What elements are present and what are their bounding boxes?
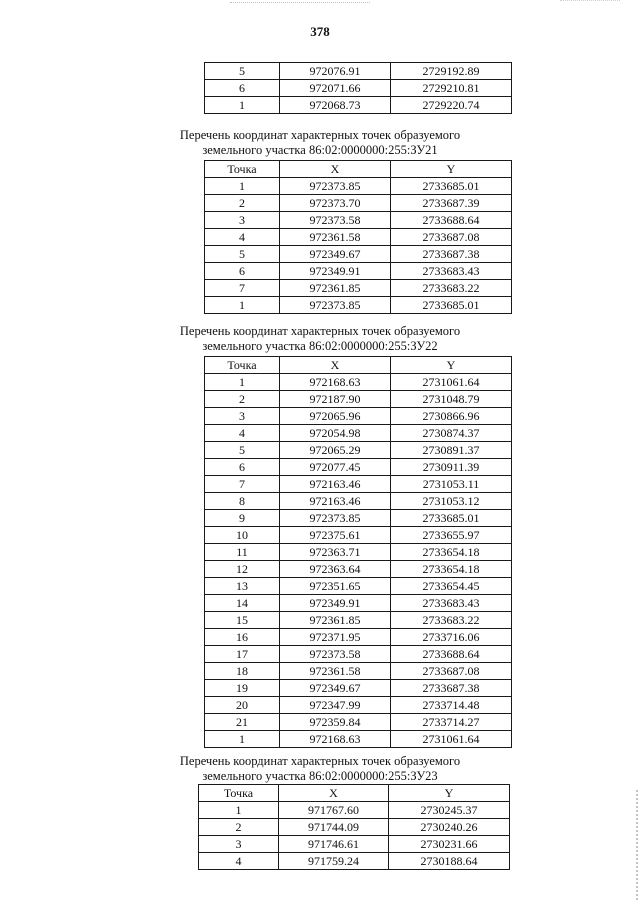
x-cell: 972373.58 [280, 646, 391, 663]
table-row [205, 527, 512, 544]
table-row [205, 425, 512, 442]
table-row [205, 595, 512, 612]
section-caption [120, 754, 520, 784]
table-row [205, 178, 512, 195]
column-header-x: X [280, 161, 391, 178]
table-row [205, 714, 512, 731]
x-cell: 972349.67 [280, 246, 391, 263]
point-cell: 6 [205, 80, 280, 97]
point-cell: 2 [205, 391, 280, 408]
x-cell: 972361.85 [280, 280, 391, 297]
point-cell: 3 [205, 408, 280, 425]
x-cell: 972351.65 [280, 578, 391, 595]
y-cell: 2733685.01 [391, 510, 512, 527]
table-row [205, 212, 512, 229]
table-row [205, 442, 512, 459]
x-cell: 972347.99 [280, 697, 391, 714]
x-cell: 972373.58 [280, 212, 391, 229]
x-cell: 971744.09 [279, 819, 389, 836]
x-cell: 971759.24 [279, 853, 389, 870]
y-cell: 2731053.12 [391, 493, 512, 510]
point-cell: 2 [205, 195, 280, 212]
x-cell: 972363.71 [280, 544, 391, 561]
x-cell: 972373.85 [280, 178, 391, 195]
table-row [205, 663, 512, 680]
point-cell: 9 [205, 510, 280, 527]
y-cell: 2730245.37 [389, 802, 510, 819]
table-row [205, 297, 512, 314]
table-row [205, 561, 512, 578]
point-cell: 16 [205, 629, 280, 646]
table-row [205, 646, 512, 663]
x-cell: 971746.61 [279, 836, 389, 853]
column-header-point: Точка [199, 785, 279, 802]
y-cell: 2730231.66 [389, 836, 510, 853]
x-cell: 972373.70 [280, 195, 391, 212]
page-number: 378 [310, 24, 330, 39]
column-header-y: Y [391, 161, 512, 178]
y-cell: 2733655.97 [391, 527, 512, 544]
y-cell: 2731048.79 [391, 391, 512, 408]
table-row [205, 629, 512, 646]
y-cell: 2733687.38 [391, 680, 512, 697]
y-cell: 2733687.08 [391, 229, 512, 246]
table-row [205, 612, 512, 629]
table-row [205, 731, 512, 748]
y-cell: 2733685.01 [391, 178, 512, 195]
point-cell: 12 [205, 561, 280, 578]
y-cell: 2730188.64 [389, 853, 510, 870]
point-cell: 1 [205, 731, 280, 748]
y-cell: 2733654.18 [391, 561, 512, 578]
point-cell: 14 [205, 595, 280, 612]
table-row [199, 853, 510, 870]
x-cell: 972363.64 [280, 561, 391, 578]
table-row [205, 697, 512, 714]
y-cell: 2733654.45 [391, 578, 512, 595]
x-cell: 972163.46 [280, 493, 391, 510]
y-cell: 2730874.37 [391, 425, 512, 442]
x-cell: 972361.58 [280, 663, 391, 680]
table-row [205, 510, 512, 527]
table-row [205, 680, 512, 697]
coordinates-table [198, 784, 510, 870]
caption-line: Перечень координат характерных точек образуемого [179, 128, 461, 142]
y-cell: 2733687.38 [391, 246, 512, 263]
x-cell: 972168.63 [280, 731, 391, 748]
column-header-y: Y [389, 785, 510, 802]
column-header-point: Точка [205, 161, 280, 178]
x-cell: 972068.73 [280, 97, 391, 114]
point-cell: 11 [205, 544, 280, 561]
point-cell: 6 [205, 263, 280, 280]
table-row [205, 229, 512, 246]
x-cell: 972065.29 [280, 442, 391, 459]
point-cell: 1 [205, 374, 280, 391]
scan-artifact [230, 2, 370, 11]
point-cell: 3 [205, 212, 280, 229]
point-cell: 5 [205, 63, 280, 80]
y-cell: 2731053.11 [391, 476, 512, 493]
table-row [199, 819, 510, 836]
x-cell: 971767.60 [279, 802, 389, 819]
x-cell: 972077.45 [280, 459, 391, 476]
caption-line: земельного участка 86:02:0000000:255:ЗУ22 [202, 339, 438, 353]
point-cell: 1 [205, 97, 280, 114]
y-cell: 2730240.26 [389, 819, 510, 836]
y-cell: 2733683.43 [391, 263, 512, 280]
y-cell: 2730891.37 [391, 442, 512, 459]
y-cell: 2733688.64 [391, 646, 512, 663]
table-row [205, 63, 512, 80]
table-row [205, 195, 512, 212]
point-cell: 5 [205, 442, 280, 459]
x-cell: 972361.85 [280, 612, 391, 629]
column-header-y: Y [391, 357, 512, 374]
column-header-x: X [280, 357, 391, 374]
y-cell: 2731061.64 [391, 374, 512, 391]
x-cell: 972349.67 [280, 680, 391, 697]
table-row [205, 544, 512, 561]
table-row [205, 246, 512, 263]
point-cell: 6 [205, 459, 280, 476]
x-cell: 972375.61 [280, 527, 391, 544]
table-row [205, 408, 512, 425]
table-row [205, 280, 512, 297]
y-cell: 2733716.06 [391, 629, 512, 646]
point-cell: 3 [199, 836, 279, 853]
point-cell: 19 [205, 680, 280, 697]
table-header-row [205, 161, 512, 178]
y-cell: 2733687.39 [391, 195, 512, 212]
point-cell: 4 [205, 229, 280, 246]
y-cell: 2733683.22 [391, 612, 512, 629]
table-row [205, 459, 512, 476]
point-cell: 7 [205, 476, 280, 493]
point-cell: 8 [205, 493, 280, 510]
y-cell: 2733683.22 [391, 280, 512, 297]
point-cell: 10 [205, 527, 280, 544]
y-cell: 2733654.18 [391, 544, 512, 561]
caption-line: земельного участка 86:02:0000000:255:ЗУ21 [202, 143, 438, 157]
x-cell: 972349.91 [280, 595, 391, 612]
table-header-row [205, 357, 512, 374]
x-cell: 972065.96 [280, 408, 391, 425]
y-cell: 2733688.64 [391, 212, 512, 229]
section-caption [120, 128, 520, 158]
scan-artifact [560, 0, 620, 5]
table-header-row [199, 785, 510, 802]
x-cell: 972359.84 [280, 714, 391, 731]
point-cell: 21 [205, 714, 280, 731]
column-header-x: X [279, 785, 389, 802]
coordinates-table-continued [204, 62, 512, 114]
x-cell: 972076.91 [280, 63, 391, 80]
x-cell: 972361.58 [280, 229, 391, 246]
point-cell: 20 [205, 697, 280, 714]
y-cell: 2729210.81 [391, 80, 512, 97]
caption-line: Перечень координат характерных точек образуемого [179, 754, 461, 768]
table-row [205, 97, 512, 114]
point-cell: 1 [199, 802, 279, 819]
point-cell: 15 [205, 612, 280, 629]
caption-line: Перечень координат характерных точек образуемого [179, 324, 461, 338]
table-row [205, 263, 512, 280]
table-row [199, 836, 510, 853]
y-cell: 2730911.39 [391, 459, 512, 476]
caption-line: земельного участка 86:02:0000000:255:ЗУ23 [202, 769, 438, 783]
point-cell: 17 [205, 646, 280, 663]
table-row [205, 80, 512, 97]
x-cell: 972373.85 [280, 510, 391, 527]
point-cell: 7 [205, 280, 280, 297]
x-cell: 972054.98 [280, 425, 391, 442]
y-cell: 2733683.43 [391, 595, 512, 612]
point-cell: 4 [205, 425, 280, 442]
table-row [205, 374, 512, 391]
column-header-point: Точка [205, 357, 280, 374]
x-cell: 972349.91 [280, 263, 391, 280]
point-cell: 1 [205, 297, 280, 314]
table-row [205, 493, 512, 510]
y-cell: 2729192.89 [391, 63, 512, 80]
point-cell: 5 [205, 246, 280, 263]
x-cell: 972163.46 [280, 476, 391, 493]
table-row [205, 391, 512, 408]
y-cell: 2729220.74 [391, 97, 512, 114]
x-cell: 972168.63 [280, 374, 391, 391]
y-cell: 2733714.27 [391, 714, 512, 731]
x-cell: 972373.85 [280, 297, 391, 314]
table-row [199, 802, 510, 819]
coordinates-table [204, 356, 512, 748]
table-row [205, 476, 512, 493]
point-cell: 1 [205, 178, 280, 195]
section-caption [120, 324, 520, 354]
y-cell: 2733685.01 [391, 297, 512, 314]
point-cell: 4 [199, 853, 279, 870]
y-cell: 2733687.08 [391, 663, 512, 680]
x-cell: 972371.95 [280, 629, 391, 646]
y-cell: 2731061.64 [391, 731, 512, 748]
y-cell: 2730866.96 [391, 408, 512, 425]
table-row [205, 578, 512, 595]
point-cell: 13 [205, 578, 280, 595]
point-cell: 18 [205, 663, 280, 680]
x-cell: 972071.66 [280, 80, 391, 97]
scan-artifact [634, 790, 638, 900]
y-cell: 2733714.48 [391, 697, 512, 714]
coordinates-table [204, 160, 512, 314]
x-cell: 972187.90 [280, 391, 391, 408]
point-cell: 2 [199, 819, 279, 836]
